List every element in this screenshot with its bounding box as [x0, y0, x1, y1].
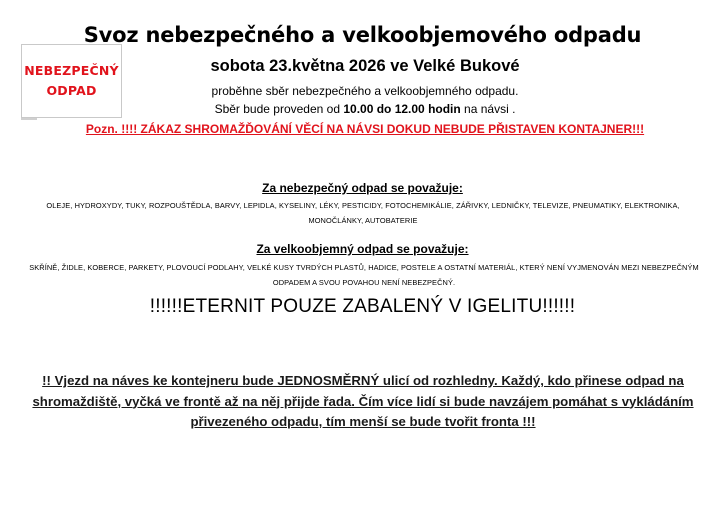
traffic-notice: !! Vjezd na náves ke kontejneru bude JEDNOSMĚRNÝ ulicí od rozhledny. Každý, kdo přinese odpad na shromaždiště, vyčká ve frontě až na něj přijde řada. Čím více lidí si bude navzájem pomáhat s vykládáním přivezeného odpadu, tím menší se bude tvořit fronta !!!: [32, 373, 694, 429]
badge-line-2: ODPAD: [46, 83, 97, 98]
eternit-notice: !!!!!!ETERNIT POUZE ZABALENÝ V IGELITU!!!!!!: [149, 296, 576, 317]
collection-time-post: na návsi .: [460, 102, 516, 116]
collection-time: [60, 102, 670, 116]
hazardous-heading: Za nebezpečný odpad se považuje:: [262, 181, 463, 195]
badge-divider: [21, 118, 37, 120]
page-title: Svoz nebezpečného a velkoobjemového odpadu: [83, 23, 642, 47]
collection-time-hours: 10.00 do 12.00 hodin: [343, 102, 461, 116]
badge-line-1: NEBEZPEČNÝ: [24, 63, 119, 78]
collection-description: proběhne sběr nebezpečného a velkoobjemného odpadu.: [211, 84, 519, 98]
collection-time-pre: Sběr bude proveden od: [214, 102, 344, 116]
warning-note: Pozn. !!!! ZÁKAZ SHROMAŽĎOVÁNÍ VĚCÍ NA NÁVSI DOKUD NEBUDE PŘISTAVEN KONTAJNER!!!: [85, 122, 645, 136]
event-date: sobota 23.května 2026 ve Velké Bukové: [210, 57, 520, 75]
hazardous-items: OLEJE, HYDROXYDY, TUKY, ROZPOUŠTĚDLA, BARVY, LEPIDLA, KYSELINY, LÉKY, PESTICIDY, FOTOCHEMIKÁLIE, ZÁŘIVKY, LEDNIČKY, TELEVIZE, PNEUMATIKY, ELEKTRONIKA, MONOČLÁNKY, AUTOBATERIE: [46, 201, 680, 225]
bulky-items: SKŘÍNĚ, ŽIDLE, KOBERCE, PARKETY, PLOVOUCÍ PODLAHY, VELKÉ KUSY TVRDÝCH PLASTŮ, HADICE, POSTELE A OSTATNÍ MATERIÁL, KTERÝ NENÍ VYJMENOVÁN MEZI NEBEZPEČNÝM ODPADEM A SVOU POVAHOU NENÍ NEBEZPEČNÝ.: [29, 263, 699, 287]
bulky-heading: Za velkoobjemný odpad se považuje:: [256, 242, 469, 256]
